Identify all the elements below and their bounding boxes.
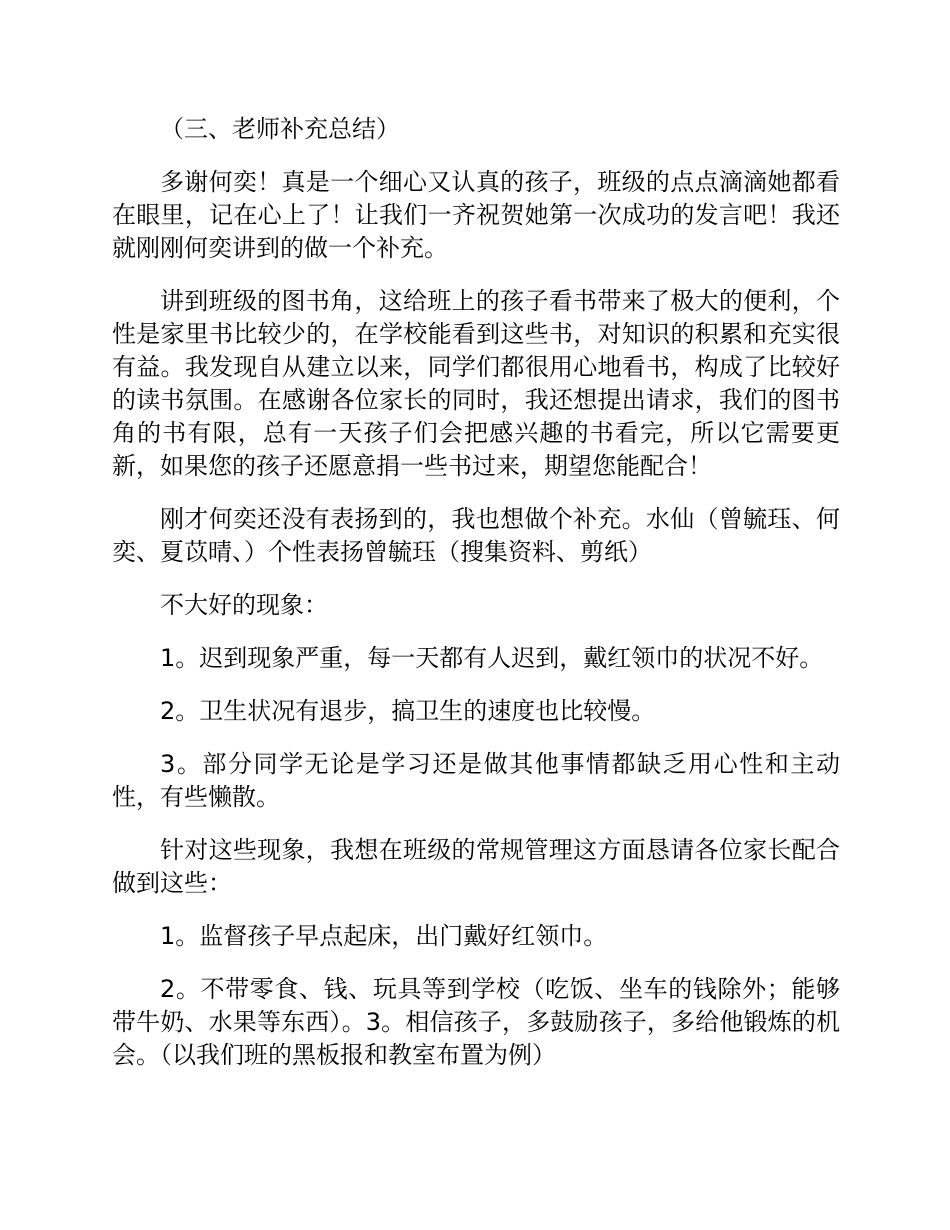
paragraph-request-2-3: 2。不带零食、钱、玩具等到学校（吃饭、坐车的钱除外；能够带牛奶、水果等东西）。3。相信孩子，多鼓励孩子，多给他锻炼的机会。（以我们班的黑板报和教室布置为例）: [112, 975, 840, 1069]
paragraph-request-1: 1。监督孩子早点起床，出门戴好红领巾。: [160, 922, 608, 950]
paragraph-praise: 刚才何奕还没有表扬到的，我也想做个补充。水仙（曾毓珏、何奕、夏苡晴、）个性表扬曾毓珏（搜集资料、剪纸）: [112, 505, 840, 566]
paragraph-thanks: 多谢何奕！真是一个细心又认真的孩子，班级的点点滴滴她都看在眼里，记在心上了！让我们一齐祝贺她第一次成功的发言吧！我还就刚刚何奕讲到的做一个补充。: [112, 168, 840, 262]
section-heading: （三、老师补充总结）: [160, 115, 400, 143]
paragraph-book-corner: 讲到班级的图书角，这给班上的孩子看书带来了极大的便利，个性是家里书比较少的，在学校能看到这些书，对知识的积累和充实很有益。我发现自从建立以来，同学们都很用心地看书，构成了比较好的读书氛围。在感谢各位家长的同时，我还想提出请求，我们的图书角的书有限，总有一天孩子们会把感兴趣的书看完，所以它需要更新，如果您的孩子还愿意捐一些书过来，期望您能配合！: [112, 287, 840, 480]
paragraph-bad-phenomena-heading: 不大好的现象：: [160, 591, 328, 619]
paragraph-issue-3: 3。部分同学无论是学习还是做其他事情都缺乏用心性和主动性，有些懒散。: [112, 750, 840, 811]
document-page: [112, 113, 840, 1092]
paragraph-request-intro: 针对这些现象，我想在班级的常规管理这方面恳请各位家长配合做到这些：: [112, 836, 840, 897]
paragraph-issue-2: 2。卫生状况有退步，搞卫生的速度也比较慢。: [160, 697, 656, 725]
paragraph-issue-1: 1。迟到现象严重，每一天都有人迟到，戴红领巾的状况不好。: [160, 644, 824, 672]
